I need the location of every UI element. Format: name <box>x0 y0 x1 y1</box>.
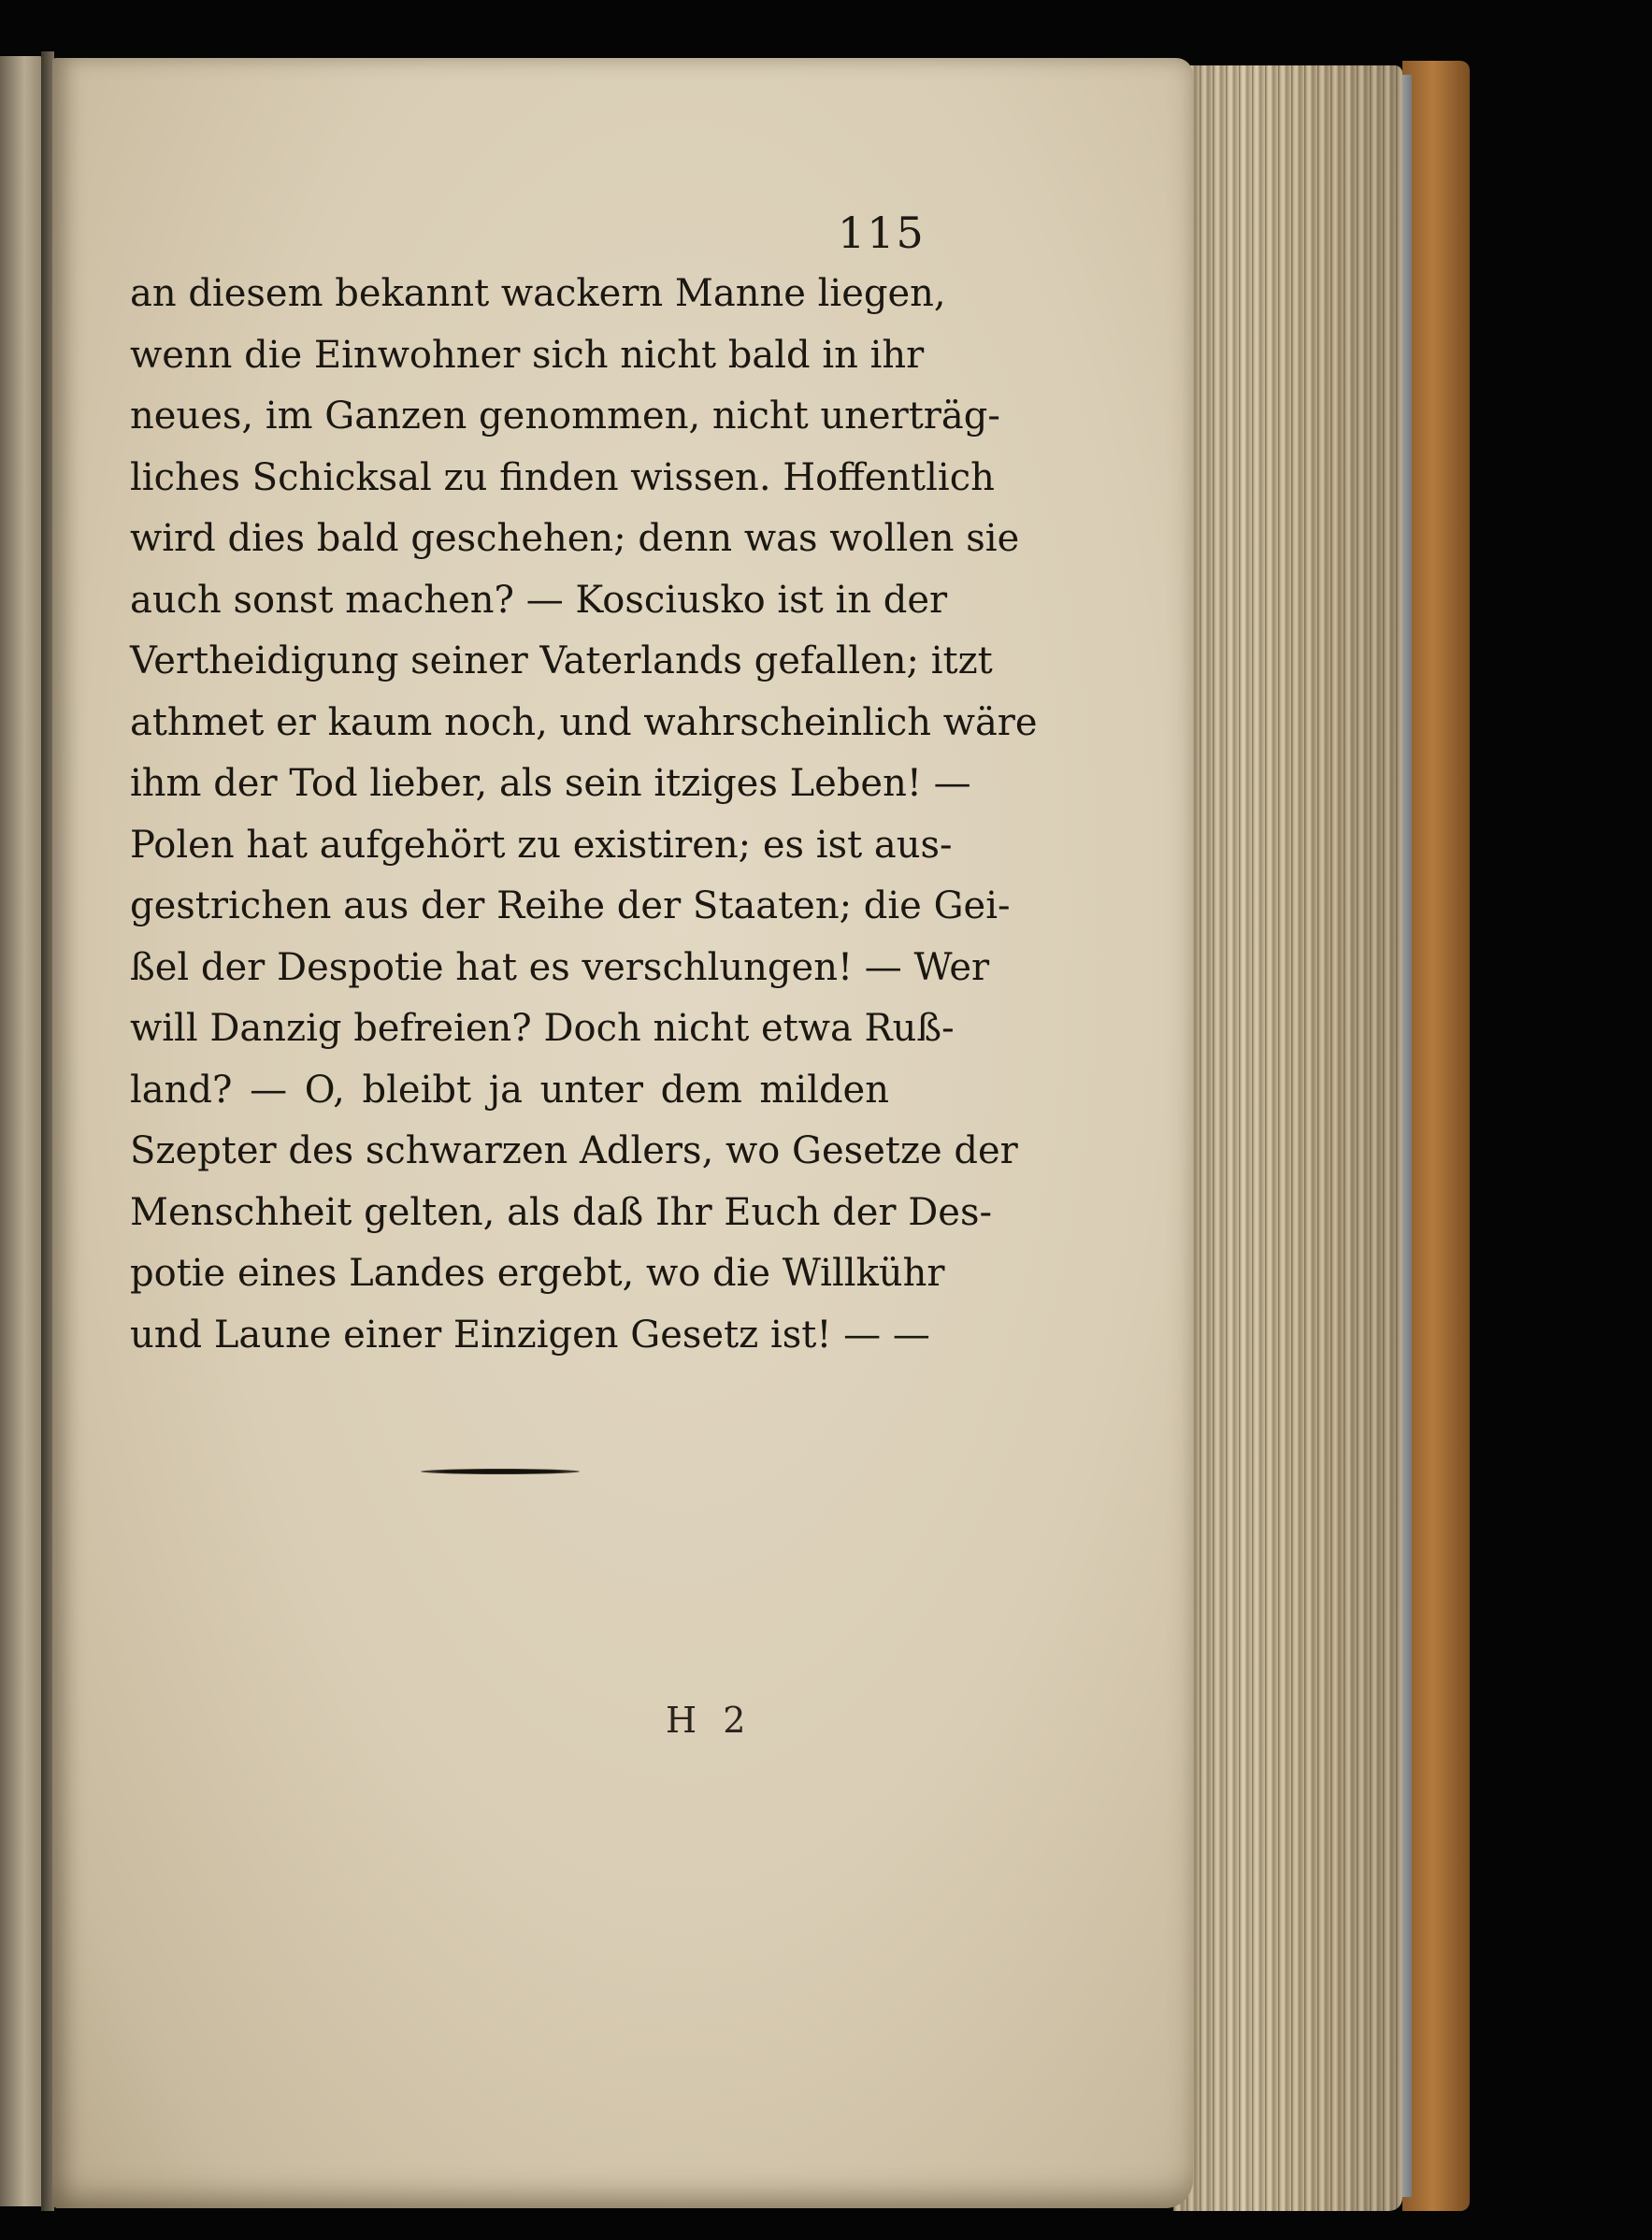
text-line-last: und Laune einer Einzigen Gesetz ist! — — <box>130 1313 930 1357</box>
text-line: will Danzig befreien? Doch nicht etwa Ruß- <box>130 1007 955 1050</box>
body-text <box>130 264 1038 1366</box>
text-line: an diesem bekannt wackern Manne liegen, <box>130 272 946 315</box>
text-line: neues, im Ganzen genommen, nicht unerträg- <box>130 395 1000 438</box>
text-line: ihm der Tod lieber, als sein itziges Leben! — <box>130 762 971 805</box>
page-stack-edges <box>1173 65 1402 2211</box>
text-line: wird dies bald geschehen; denn was wollen sie <box>130 517 1020 560</box>
text-line: land? — O, bleibt ja unter dem milden <box>130 1068 889 1112</box>
text-line: liches Schicksal zu finden wissen. Hoffentlich <box>130 455 995 499</box>
facing-page-edge <box>0 56 45 2206</box>
page-number: 115 <box>838 208 926 258</box>
text-line: Szepter des schwarzen Adlers, wo Gesetze der <box>130 1129 1018 1172</box>
text-line: Vertheidigung seiner Vaterlands gefallen; itzt <box>130 639 993 682</box>
section-divider-rule <box>421 1469 580 1474</box>
book-cover-edge <box>1402 61 1470 2211</box>
text-line: Menschheit gelten, als daß Ihr Euch der Des- <box>130 1190 993 1234</box>
text-line: auch sonst machen? — Kosciusko ist in der <box>130 578 948 622</box>
signature-mark: H 2 <box>666 1700 754 1741</box>
text-line: gestrichen aus der Reihe der Staaten; die Gei- <box>130 884 1011 927</box>
text-line: wenn die Einwohner sich nicht bald in ihr <box>130 333 925 377</box>
text-line: athmet er kaum noch, und wahrscheinlich wäre <box>130 700 1038 744</box>
text-line: ßel der Despotie hat es verschlungen! — Wer <box>130 945 990 989</box>
text-line: Polen hat aufgehört zu existiren; es ist aus- <box>130 823 953 867</box>
text-line: potie eines Landes ergebt, wo die Willkühr <box>130 1252 945 1295</box>
